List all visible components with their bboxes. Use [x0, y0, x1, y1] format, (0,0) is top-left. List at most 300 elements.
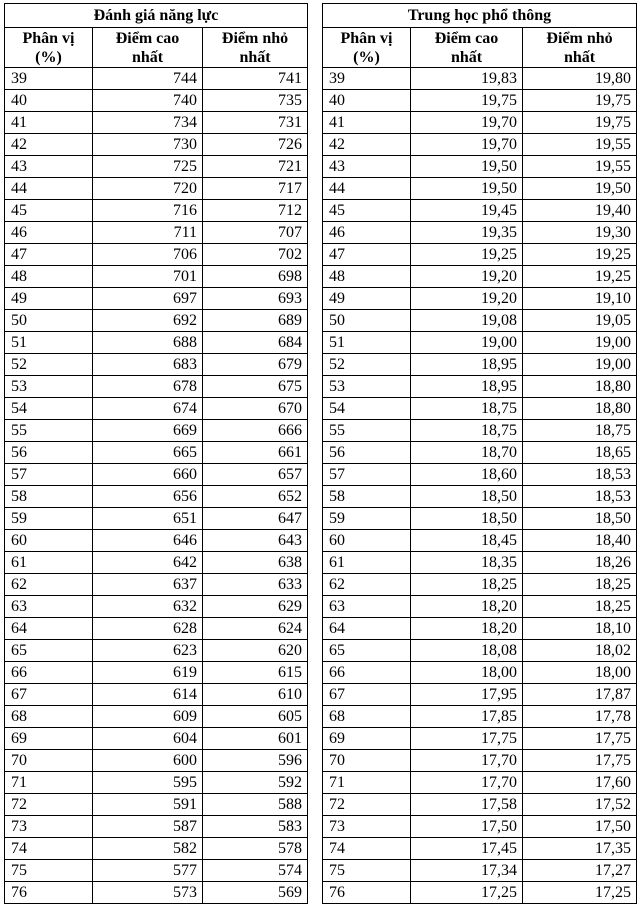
cell-min-score: 601 [203, 728, 308, 750]
table-row [323, 376, 637, 398]
cell-percentile: 61 [5, 552, 93, 574]
table-row [323, 882, 637, 904]
cell-percentile: 53 [323, 376, 411, 398]
cell-min-score: 578 [203, 838, 308, 860]
cell-percentile: 70 [323, 750, 411, 772]
cell-min-score: 592 [203, 772, 308, 794]
cell-max-score: 701 [93, 266, 203, 288]
cell-min-score: 19,55 [523, 156, 637, 178]
cell-percentile: 60 [323, 530, 411, 552]
cell-max-score: 19,20 [411, 288, 523, 310]
cell-min-score: 684 [203, 332, 308, 354]
dgnl-score-table [4, 3, 308, 904]
cell-max-score: 587 [93, 816, 203, 838]
cell-min-score: 18,25 [523, 574, 637, 596]
table-row [323, 112, 637, 134]
cell-min-score: 19,25 [523, 244, 637, 266]
cell-percentile: 76 [5, 882, 93, 904]
cell-min-score: 675 [203, 376, 308, 398]
table-row [5, 640, 308, 662]
cell-percentile: 62 [323, 574, 411, 596]
cell-percentile: 45 [323, 200, 411, 222]
table-row [5, 838, 308, 860]
cell-percentile: 46 [323, 222, 411, 244]
cell-percentile: 76 [323, 882, 411, 904]
cell-percentile: 70 [5, 750, 93, 772]
cell-min-score: 707 [203, 222, 308, 244]
table-row [5, 552, 308, 574]
cell-min-score: 19,30 [523, 222, 637, 244]
cell-min-score: 610 [203, 684, 308, 706]
cell-min-score: 643 [203, 530, 308, 552]
cell-percentile: 72 [323, 794, 411, 816]
cell-percentile: 51 [323, 332, 411, 354]
column-header-max-score: Điểm cao nhất [411, 28, 523, 68]
cell-percentile: 41 [323, 112, 411, 134]
cell-min-score: 17,75 [523, 728, 637, 750]
cell-min-score: 633 [203, 574, 308, 596]
cell-min-score: 657 [203, 464, 308, 486]
cell-max-score: 609 [93, 706, 203, 728]
cell-percentile: 41 [5, 112, 93, 134]
cell-percentile: 46 [5, 222, 93, 244]
cell-max-score: 595 [93, 772, 203, 794]
cell-max-score: 656 [93, 486, 203, 508]
cell-percentile: 74 [5, 838, 93, 860]
cell-max-score: 711 [93, 222, 203, 244]
table-row [5, 816, 308, 838]
cell-max-score: 669 [93, 420, 203, 442]
table-row [5, 398, 308, 420]
cell-min-score: 18,26 [523, 552, 637, 574]
cell-percentile: 63 [323, 596, 411, 618]
table-row [323, 508, 637, 530]
cell-percentile: 45 [5, 200, 93, 222]
cell-percentile: 54 [5, 398, 93, 420]
table-row [323, 200, 637, 222]
table-row [5, 530, 308, 552]
table-row [323, 552, 637, 574]
table-row [5, 156, 308, 178]
table-row [5, 684, 308, 706]
cell-min-score: 18,53 [523, 464, 637, 486]
cell-min-score: 620 [203, 640, 308, 662]
cell-max-score: 19,00 [411, 332, 523, 354]
table-row [5, 860, 308, 882]
cell-percentile: 50 [323, 310, 411, 332]
cell-min-score: 721 [203, 156, 308, 178]
cell-max-score: 740 [93, 90, 203, 112]
cell-percentile: 43 [323, 156, 411, 178]
cell-percentile: 43 [5, 156, 93, 178]
cell-percentile: 65 [5, 640, 93, 662]
cell-min-score: 624 [203, 618, 308, 640]
cell-min-score: 726 [203, 134, 308, 156]
table-row [323, 530, 637, 552]
table-row [5, 332, 308, 354]
cell-max-score: 17,34 [411, 860, 523, 882]
table-row [323, 794, 637, 816]
table-title: Đánh giá năng lực [5, 4, 308, 28]
cell-percentile: 44 [5, 178, 93, 200]
cell-percentile: 75 [5, 860, 93, 882]
table-row [5, 596, 308, 618]
cell-max-score: 17,95 [411, 684, 523, 706]
cell-min-score: 679 [203, 354, 308, 376]
cell-percentile: 52 [5, 354, 93, 376]
cell-min-score: 18,25 [523, 596, 637, 618]
cell-min-score: 629 [203, 596, 308, 618]
cell-percentile: 56 [5, 442, 93, 464]
cell-max-score: 19,75 [411, 90, 523, 112]
cell-max-score: 17,25 [411, 882, 523, 904]
cell-min-score: 17,87 [523, 684, 637, 706]
cell-max-score: 18,08 [411, 640, 523, 662]
cell-percentile: 40 [323, 90, 411, 112]
cell-min-score: 702 [203, 244, 308, 266]
table-row [5, 486, 308, 508]
cell-max-score: 17,58 [411, 794, 523, 816]
cell-percentile: 57 [323, 464, 411, 486]
cell-max-score: 573 [93, 882, 203, 904]
cell-min-score: 17,35 [523, 838, 637, 860]
table-row [323, 332, 637, 354]
cell-max-score: 18,70 [411, 442, 523, 464]
cell-max-score: 591 [93, 794, 203, 816]
table-row [5, 244, 308, 266]
cell-min-score: 18,53 [523, 486, 637, 508]
cell-max-score: 651 [93, 508, 203, 530]
cell-max-score: 19,70 [411, 134, 523, 156]
cell-max-score: 18,50 [411, 486, 523, 508]
cell-min-score: 19,25 [523, 266, 637, 288]
cell-percentile: 39 [323, 68, 411, 90]
cell-min-score: 717 [203, 178, 308, 200]
table-row [5, 618, 308, 640]
cell-min-score: 569 [203, 882, 308, 904]
cell-max-score: 18,75 [411, 398, 523, 420]
cell-max-score: 19,35 [411, 222, 523, 244]
table-row [5, 662, 308, 684]
cell-max-score: 642 [93, 552, 203, 574]
cell-max-score: 720 [93, 178, 203, 200]
cell-min-score: 583 [203, 816, 308, 838]
table-row [323, 772, 637, 794]
table-row [323, 838, 637, 860]
table-row [323, 244, 637, 266]
cell-percentile: 42 [323, 134, 411, 156]
cell-max-score: 674 [93, 398, 203, 420]
cell-max-score: 725 [93, 156, 203, 178]
cell-max-score: 632 [93, 596, 203, 618]
cell-max-score: 18,45 [411, 530, 523, 552]
cell-max-score: 17,70 [411, 750, 523, 772]
table-row [323, 310, 637, 332]
cell-max-score: 734 [93, 112, 203, 134]
cell-percentile: 71 [323, 772, 411, 794]
cell-max-score: 706 [93, 244, 203, 266]
cell-percentile: 68 [323, 706, 411, 728]
thpt-score-table [322, 3, 637, 904]
cell-percentile: 63 [5, 596, 93, 618]
table-row [5, 442, 308, 464]
cell-min-score: 596 [203, 750, 308, 772]
cell-max-score: 17,45 [411, 838, 523, 860]
table-row [5, 728, 308, 750]
table-row [323, 486, 637, 508]
cell-percentile: 47 [5, 244, 93, 266]
cell-min-score: 574 [203, 860, 308, 882]
cell-percentile: 57 [5, 464, 93, 486]
cell-max-score: 18,75 [411, 420, 523, 442]
table-row [5, 178, 308, 200]
table-row [5, 310, 308, 332]
cell-max-score: 730 [93, 134, 203, 156]
cell-max-score: 692 [93, 310, 203, 332]
table-row [323, 354, 637, 376]
cell-min-score: 17,25 [523, 882, 637, 904]
cell-percentile: 47 [323, 244, 411, 266]
cell-min-score: 17,52 [523, 794, 637, 816]
table-row [5, 112, 308, 134]
table-row [323, 68, 637, 90]
table-row [323, 156, 637, 178]
cell-percentile: 50 [5, 310, 93, 332]
cell-min-score: 741 [203, 68, 308, 90]
cell-max-score: 17,85 [411, 706, 523, 728]
cell-percentile: 58 [5, 486, 93, 508]
column-header-percentile: Phân vị (%) [323, 28, 411, 68]
cell-percentile: 66 [5, 662, 93, 684]
cell-percentile: 73 [323, 816, 411, 838]
table-row [323, 662, 637, 684]
cell-min-score: 17,60 [523, 772, 637, 794]
table-row [323, 266, 637, 288]
cell-percentile: 67 [5, 684, 93, 706]
table-row [323, 574, 637, 596]
table-row [5, 134, 308, 156]
cell-percentile: 64 [5, 618, 93, 640]
cell-max-score: 600 [93, 750, 203, 772]
cell-min-score: 19,75 [523, 112, 637, 134]
column-header-min-score: Điểm nhỏ nhất [203, 28, 308, 68]
cell-percentile: 55 [5, 420, 93, 442]
table-row [323, 90, 637, 112]
table-row [323, 706, 637, 728]
cell-min-score: 735 [203, 90, 308, 112]
cell-percentile: 54 [323, 398, 411, 420]
cell-max-score: 19,25 [411, 244, 523, 266]
cell-min-score: 18,40 [523, 530, 637, 552]
cell-max-score: 744 [93, 68, 203, 90]
table-row [323, 640, 637, 662]
cell-percentile: 48 [323, 266, 411, 288]
cell-percentile: 39 [5, 68, 93, 90]
cell-max-score: 697 [93, 288, 203, 310]
cell-max-score: 688 [93, 332, 203, 354]
table-row [5, 464, 308, 486]
cell-percentile: 51 [5, 332, 93, 354]
column-header-percentile: Phân vị (%) [5, 28, 93, 68]
column-header-max-score: Điểm cao nhất [93, 28, 203, 68]
cell-min-score: 18,75 [523, 420, 637, 442]
cell-max-score: 628 [93, 618, 203, 640]
cell-min-score: 17,78 [523, 706, 637, 728]
table-row [5, 772, 308, 794]
cell-min-score: 661 [203, 442, 308, 464]
cell-min-score: 18,50 [523, 508, 637, 530]
cell-max-score: 637 [93, 574, 203, 596]
cell-max-score: 17,50 [411, 816, 523, 838]
table-row [323, 596, 637, 618]
table-row [323, 420, 637, 442]
cell-percentile: 60 [5, 530, 93, 552]
cell-min-score: 19,40 [523, 200, 637, 222]
table-row [323, 684, 637, 706]
cell-percentile: 48 [5, 266, 93, 288]
cell-min-score: 19,75 [523, 90, 637, 112]
cell-percentile: 52 [323, 354, 411, 376]
cell-percentile: 71 [5, 772, 93, 794]
table-row [323, 464, 637, 486]
cell-min-score: 19,05 [523, 310, 637, 332]
cell-min-score: 17,50 [523, 816, 637, 838]
table-row [5, 266, 308, 288]
cell-percentile: 55 [323, 420, 411, 442]
table-row [5, 706, 308, 728]
cell-min-score: 638 [203, 552, 308, 574]
cell-percentile: 44 [323, 178, 411, 200]
table-row [5, 376, 308, 398]
cell-max-score: 17,75 [411, 728, 523, 750]
cell-min-score: 18,02 [523, 640, 637, 662]
cell-max-score: 19,70 [411, 112, 523, 134]
table-row [323, 860, 637, 882]
cell-max-score: 19,08 [411, 310, 523, 332]
cell-max-score: 646 [93, 530, 203, 552]
cell-max-score: 18,20 [411, 596, 523, 618]
cell-percentile: 66 [323, 662, 411, 684]
table-title: Trung học phổ thông [323, 4, 637, 28]
table-row [5, 574, 308, 596]
cell-max-score: 619 [93, 662, 203, 684]
cell-percentile: 49 [323, 288, 411, 310]
table-row [323, 288, 637, 310]
cell-max-score: 18,95 [411, 354, 523, 376]
cell-min-score: 18,65 [523, 442, 637, 464]
cell-max-score: 18,00 [411, 662, 523, 684]
cell-percentile: 69 [5, 728, 93, 750]
table-row [323, 178, 637, 200]
cell-percentile: 67 [323, 684, 411, 706]
cell-min-score: 666 [203, 420, 308, 442]
cell-max-score: 683 [93, 354, 203, 376]
cell-percentile: 40 [5, 90, 93, 112]
table-row [323, 134, 637, 156]
cell-min-score: 18,80 [523, 398, 637, 420]
cell-max-score: 604 [93, 728, 203, 750]
table-row [5, 354, 308, 376]
cell-max-score: 678 [93, 376, 203, 398]
table-row [5, 420, 308, 442]
cell-min-score: 731 [203, 112, 308, 134]
cell-min-score: 652 [203, 486, 308, 508]
cell-max-score: 19,83 [411, 68, 523, 90]
cell-max-score: 665 [93, 442, 203, 464]
cell-percentile: 53 [5, 376, 93, 398]
cell-percentile: 42 [5, 134, 93, 156]
cell-min-score: 698 [203, 266, 308, 288]
cell-max-score: 19,20 [411, 266, 523, 288]
table-row [5, 794, 308, 816]
cell-max-score: 19,50 [411, 156, 523, 178]
cell-min-score: 615 [203, 662, 308, 684]
cell-percentile: 65 [323, 640, 411, 662]
cell-percentile: 68 [5, 706, 93, 728]
cell-min-score: 670 [203, 398, 308, 420]
cell-percentile: 59 [323, 508, 411, 530]
cell-min-score: 19,80 [523, 68, 637, 90]
cell-min-score: 19,55 [523, 134, 637, 156]
cell-max-score: 19,50 [411, 178, 523, 200]
cell-max-score: 19,45 [411, 200, 523, 222]
table-row [5, 200, 308, 222]
table-row [5, 288, 308, 310]
cell-min-score: 693 [203, 288, 308, 310]
cell-max-score: 18,50 [411, 508, 523, 530]
cell-percentile: 49 [5, 288, 93, 310]
table-row [5, 750, 308, 772]
table-row [323, 222, 637, 244]
cell-max-score: 18,35 [411, 552, 523, 574]
cell-max-score: 716 [93, 200, 203, 222]
cell-max-score: 17,70 [411, 772, 523, 794]
table-row [323, 398, 637, 420]
cell-min-score: 588 [203, 794, 308, 816]
column-header-min-score: Điểm nhỏ nhất [523, 28, 637, 68]
table-row [5, 882, 308, 904]
cell-max-score: 18,95 [411, 376, 523, 398]
cell-min-score: 19,00 [523, 332, 637, 354]
cell-percentile: 61 [323, 552, 411, 574]
table-row [323, 816, 637, 838]
cell-min-score: 18,80 [523, 376, 637, 398]
cell-min-score: 712 [203, 200, 308, 222]
table-row [323, 442, 637, 464]
table-row [5, 508, 308, 530]
cell-max-score: 623 [93, 640, 203, 662]
table-row [5, 222, 308, 244]
cell-max-score: 18,25 [411, 574, 523, 596]
cell-min-score: 689 [203, 310, 308, 332]
table-row [323, 618, 637, 640]
table-row [5, 68, 308, 90]
cell-max-score: 577 [93, 860, 203, 882]
table-row [323, 728, 637, 750]
table-row [5, 90, 308, 112]
cell-max-score: 660 [93, 464, 203, 486]
cell-percentile: 56 [323, 442, 411, 464]
table-row [323, 750, 637, 772]
cell-min-score: 19,00 [523, 354, 637, 376]
cell-max-score: 18,20 [411, 618, 523, 640]
cell-min-score: 647 [203, 508, 308, 530]
cell-percentile: 72 [5, 794, 93, 816]
cell-min-score: 17,75 [523, 750, 637, 772]
cell-percentile: 73 [5, 816, 93, 838]
cell-percentile: 64 [323, 618, 411, 640]
cell-percentile: 58 [323, 486, 411, 508]
